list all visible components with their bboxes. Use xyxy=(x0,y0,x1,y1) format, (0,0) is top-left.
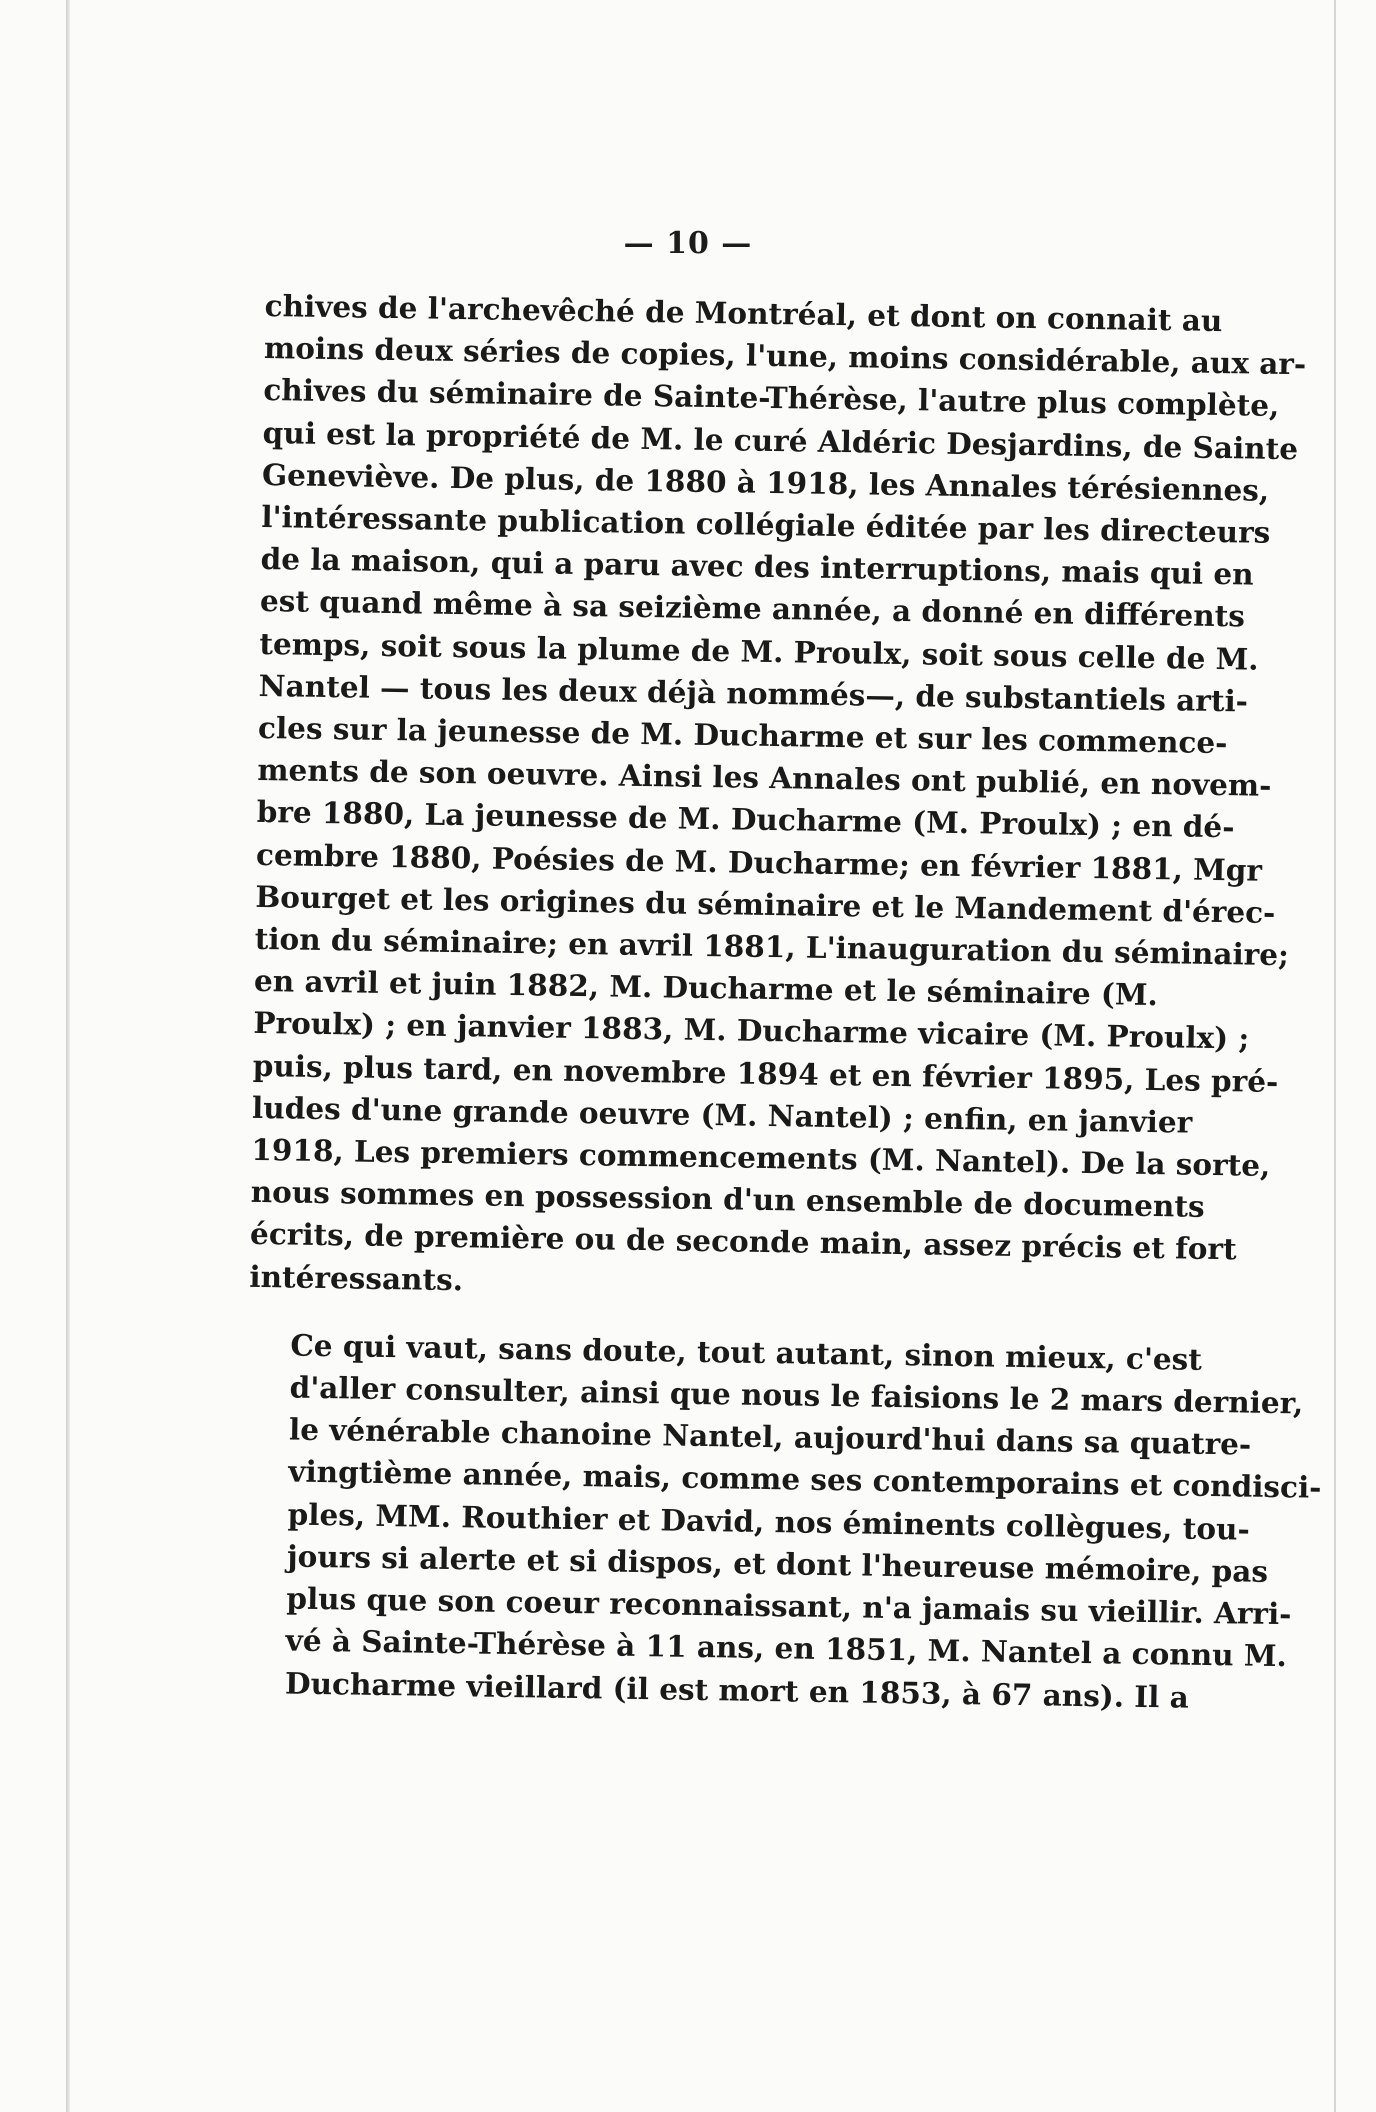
text-line: vingtième année, mais, comme ses contemporains et condisci- xyxy=(288,1453,1322,1506)
text-line: ludes d'une grande oeuvre (M. Nantel) ; enfin, en janvier xyxy=(251,1089,1193,1140)
text-line: Ducharme vieillard (il est mort en 1853, à 67 ans). Il a xyxy=(284,1664,1190,1715)
text-line: intéressants. xyxy=(249,1258,464,1297)
text-line: de la maison, qui a paru avec des interruptions, mais qui en xyxy=(260,541,1254,592)
text-line: chives de l'archevêché de Montréal, et dont on connait au xyxy=(264,287,1223,339)
text-line: moins deux séries de copies, l'une, moins considérable, aux ar- xyxy=(263,330,1307,382)
text-line: bre 1880, La jeunesse de M. Ducharme (M. Proulx) ; en dé- xyxy=(256,794,1235,845)
text-line: Nantel — tous les deux déjà nommés—, de substantiels arti- xyxy=(258,667,1249,719)
page-left-edge xyxy=(66,0,70,2112)
text-line: Ce qui vaut, sans doute, tout autant, sinon mieux, c'est xyxy=(290,1327,1203,1377)
text-line: 1918, Les premiers commencements (M. Nantel). De la sorte, xyxy=(251,1131,1271,1183)
paragraph-1 xyxy=(249,285,1307,1312)
text-line: jours si alerte et si dispos, et dont l'heureuse mémoire, pas xyxy=(286,1538,1269,1589)
text-line: chives du séminaire de Sainte-Thérèse, l'autre plus complète, xyxy=(263,372,1280,424)
text-line: cembre 1880, Poésies de M. Ducharme; en février 1881, Mgr xyxy=(255,836,1263,888)
text-line: nous sommes en possession d'un ensemble de documents xyxy=(250,1174,1205,1225)
text-line: Proulx) ; en janvier 1883, M. Ducharme vicaire (M. Proulx) ; xyxy=(253,1005,1250,1057)
page-number: — 10 — xyxy=(623,226,753,261)
text-line: est quand même à sa seizième année, a donné en différents xyxy=(259,583,1246,634)
text-line: plus que son coeur reconnaissant, n'a jamais su vieillir. Arri- xyxy=(286,1580,1292,1632)
text-line: vé à Sainte-Thérèse à 11 ans, en 1851, M. Nantel a connu M. xyxy=(285,1622,1288,1674)
text-line: ments de son oeuvre. Ainsi les Annales ont publié, en novem- xyxy=(257,752,1272,804)
text-line: Bourget et les origines du séminaire et le Mandement d'érec- xyxy=(255,878,1276,930)
text-line: d'aller consulter, ainsi que nous le faisions le 2 mars dernier, xyxy=(289,1369,1304,1421)
text-line: écrits, de première ou de seconde main, assez précis et fort xyxy=(249,1216,1237,1267)
text-line: Geneviève. De plus, de 1880 à 1918, les Annales térésiennes, xyxy=(261,456,1270,508)
paragraph-2 xyxy=(243,1324,1322,1718)
text-line: temps, soit sous la plume de M. Proulx, soit sous celle de M. xyxy=(259,625,1259,677)
body-text xyxy=(243,285,1322,1717)
text-line: le vénérable chanoine Nantel, aujourd'hui dans sa quatre- xyxy=(288,1411,1252,1462)
text-line: tion du séminaire; en avril 1881, L'inauguration du séminaire; xyxy=(254,920,1290,973)
text-line: qui est la propriété de M. le curé Aldéric Desjardins, de Sainte xyxy=(262,414,1299,466)
text-line: l'intéressante publication collégiale éditée par les directeurs xyxy=(261,498,1271,550)
page-right-edge xyxy=(1334,0,1336,2112)
text-line: cles sur la jeunesse de M. Ducharme et sur les commence- xyxy=(257,709,1228,761)
text-line: puis, plus tard, en novembre 1894 et en février 1895, Les pré- xyxy=(252,1047,1279,1099)
text-line: en avril et juin 1882, M. Ducharme et le séminaire (M. xyxy=(253,963,1159,1013)
text-line: ples, MM. Routhier et David, nos éminents collègues, tou- xyxy=(287,1496,1251,1547)
